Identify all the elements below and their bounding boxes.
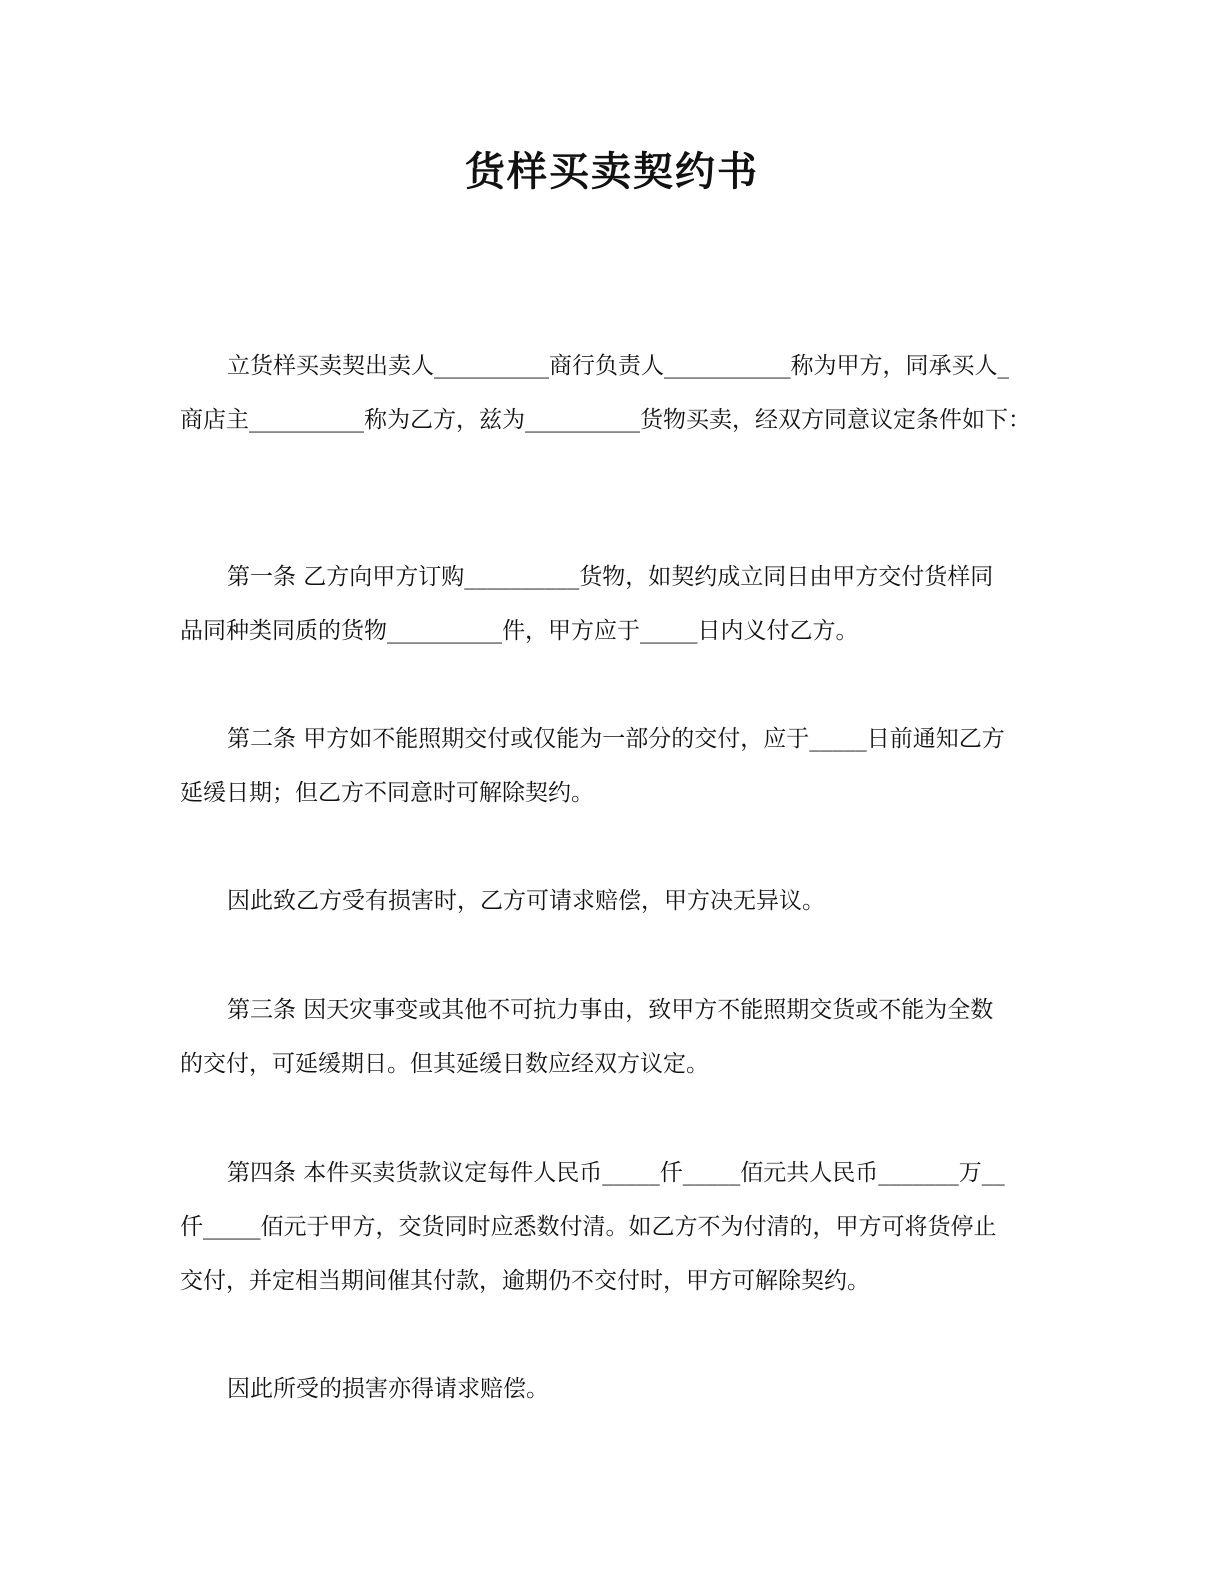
article-3-line-1: 第三条 因天灾事变或其他不可抗力事由，致甲方不能照期交货或不能为全数 — [227, 997, 994, 1023]
preamble-line-2: 商店主__________称为乙方，兹为__________货物买卖，经双方同意议定条件如下： — [180, 407, 1031, 433]
article-2-line-2: 延缓日期；但乙方不同意时可解除契约。 — [180, 780, 594, 806]
preamble-line-1: 立货样买卖契出卖人__________商行负责人___________称为甲方，同承买人_ — [227, 353, 1009, 379]
article-4-note: 因此所受的损害亦得请求赔偿。 — [227, 1376, 549, 1402]
article-1-line-2: 品同种类同质的货物__________件，甲方应于_____日内义付乙方。 — [180, 618, 859, 644]
article-1-line-1: 第一条 乙方向甲方订购__________货物，如契约成立同日由甲方交付货样同 — [227, 564, 994, 590]
article-2-note: 因此致乙方受有损害时，乙方可请求赔偿，甲方决无异议。 — [227, 888, 825, 914]
document-title: 货样买卖契约书 — [465, 149, 759, 195]
article-4-line-3: 交付，并定相当期间催其付款，逾期仍不交付时，甲方可解除契约。 — [180, 1268, 870, 1294]
article-2-line-1: 第二条 甲方如不能照期交付或仅能为一部分的交付，应于_____日前通知乙方 — [227, 726, 1005, 752]
article-3-line-2: 的交付，可延缓期日。但其延缓日数应经双方议定。 — [180, 1051, 709, 1077]
article-4-line-1: 第四条 本件买卖货款议定每件人民币_____仟_____佰元共人民币_______万__ — [227, 1160, 1005, 1186]
article-4-line-2: 仟_____佰元于甲方，交货同时应悉数付清。如乙方不为付清的，甲方可将货停止 — [180, 1214, 997, 1240]
